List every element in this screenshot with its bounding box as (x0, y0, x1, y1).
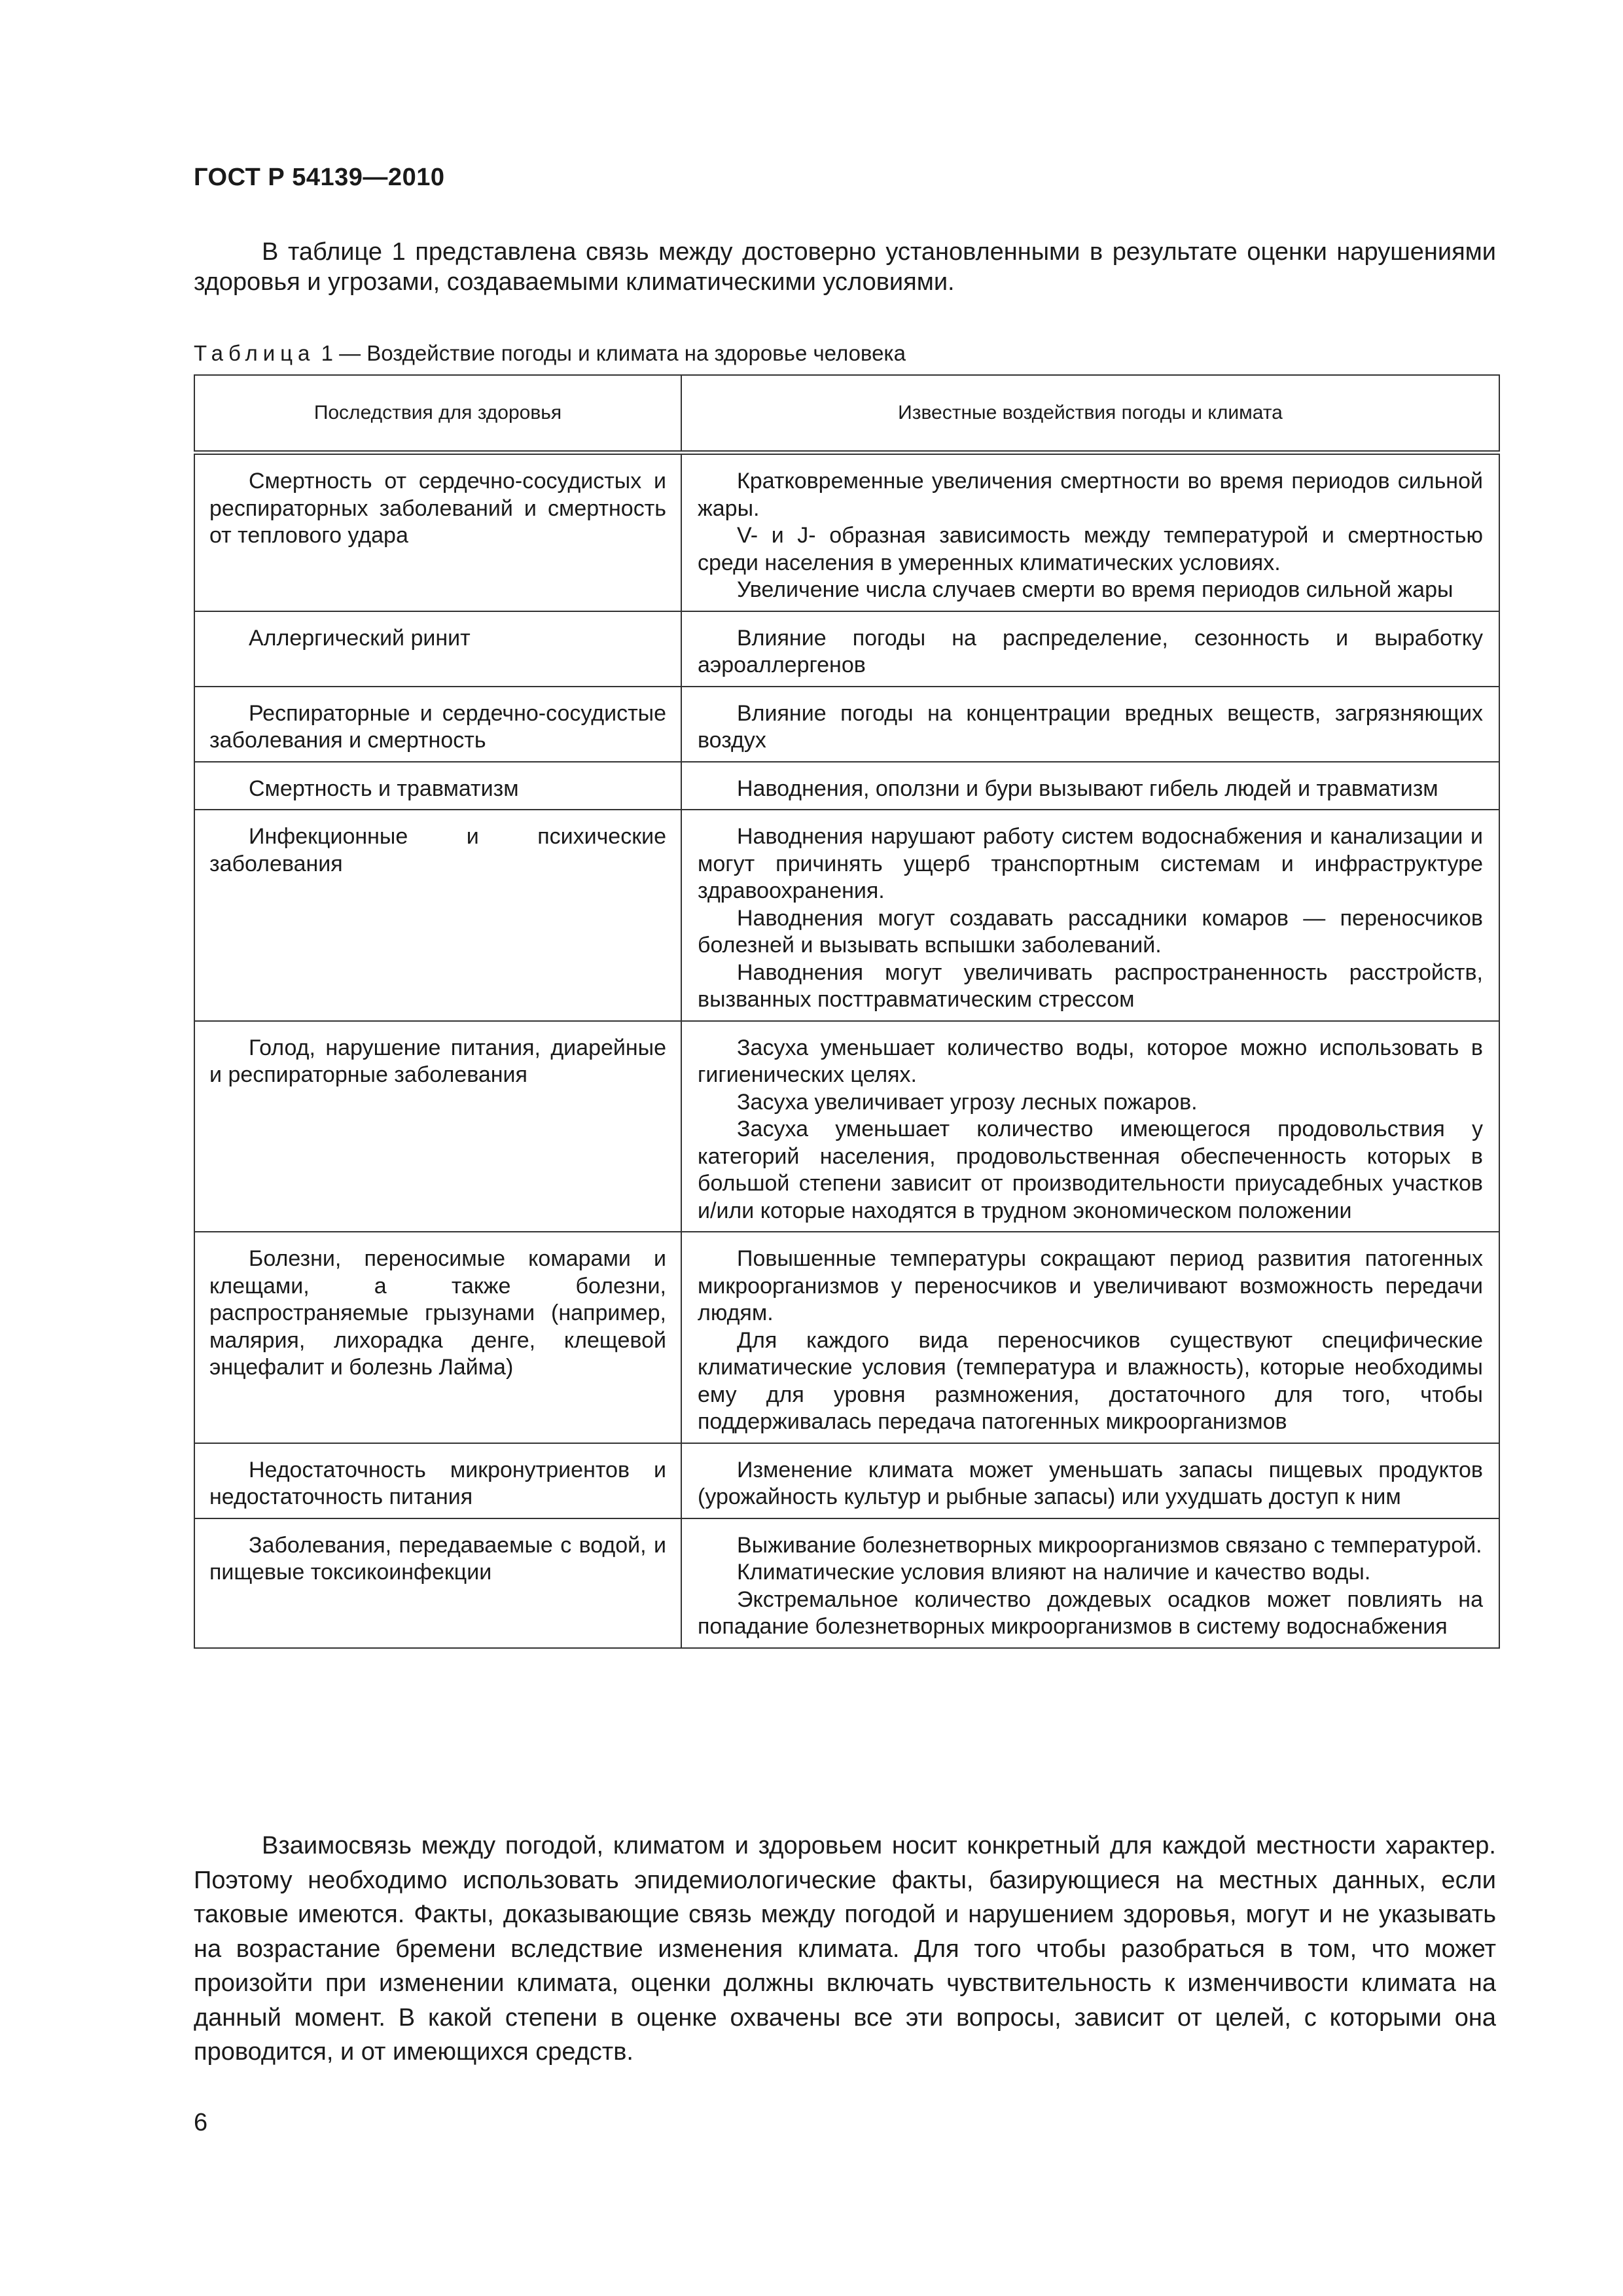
health-effect-cell (194, 1518, 681, 1648)
climate-impact-cell (681, 810, 1499, 1021)
health-effect-cell (194, 453, 681, 611)
climate-impact-cell (681, 1518, 1499, 1648)
health-effect-text: Недостаточность микронутриентов и недостаточность питания (209, 1457, 666, 1509)
intro-paragraph (194, 237, 1496, 297)
table-row (194, 611, 1499, 687)
climate-impact-text: Засуха увеличивает угрозу лесных пожаров. (737, 1089, 1198, 1115)
climate-impact-cell (681, 1232, 1499, 1443)
health-effect-cell (194, 1021, 681, 1232)
table-row (194, 687, 1499, 762)
column-header-impacts: Известные воздействия погоды и климата (681, 375, 1499, 453)
table-caption-label: Таблица (194, 341, 315, 365)
climate-impact-cell (681, 1443, 1499, 1518)
climate-impact-text: Климатические условия влияют на наличие и качество воды. (737, 1560, 1371, 1585)
health-effect-text: Смертность и травматизм (249, 776, 519, 801)
climate-impact-text: Экстремальное количество дождевых осадков может повлиять на попадание болезнетворных микроорганизмов в систему водоснабжения (698, 1587, 1483, 1639)
climate-impact-text: V- и J- образная зависимость между температурой и смертностью среди населения в умеренных климатических условиях. (698, 523, 1483, 575)
table-row (194, 762, 1499, 810)
health-effect-text: Смертность от сердечно-сосудистых и респираторных заболеваний и смертность от теплового удара (209, 469, 666, 548)
health-effect-cell (194, 810, 681, 1021)
table-row (194, 1232, 1499, 1443)
climate-impact-text: Наводнения могут увеличивать распространенность расстройств, вызванных посттравматическим стрессом (698, 960, 1483, 1012)
health-effect-cell (194, 762, 681, 810)
health-effect-cell (194, 611, 681, 687)
climate-impact-text: Наводнения могут создавать рассадники комаров — переносчиков болезней и вызывать вспышки заболеваний. (698, 905, 1483, 958)
climate-impact-text: Для каждого вида переносчиков существуют специфические климатические условия (температура и влажность), которые необходимы ему для уровня размножения, достаточного для того, чтобы поддерживалась передача патогенных микроорганизмов (698, 1327, 1483, 1434)
climate-impact-text: Наводнения, оползни и бури вызывают гибель людей и травматизм (737, 776, 1438, 801)
health-effect-text: Респираторные и сердечно-сосудистые заболевания и смертность (209, 700, 666, 753)
climate-impact-text: Кратковременные увеличения смертности во время периодов сильной жары. (698, 469, 1483, 521)
health-effect-text: Инфекционные и психические заболевания (209, 824, 666, 876)
climate-impact-text: Засуха уменьшает количество воды, которое можно использовать в гигиенических целях. (698, 1035, 1483, 1087)
climate-impact-text: Увеличение числа случаев смерти во время периодов сильной жары (737, 577, 1454, 602)
table-row (194, 1443, 1499, 1518)
climate-impact-text: Изменение климата может уменьшать запасы пищевых продуктов (урожайность культур и рыбные запасы) или ухудшать доступ к ним (698, 1457, 1483, 1509)
climate-impact-cell (681, 687, 1499, 762)
health-effect-text: Заболевания, передаваемые с водой, и пищевые токсикоинфекции (209, 1532, 666, 1585)
health-effect-cell (194, 1443, 681, 1518)
health-effect-cell (194, 687, 681, 762)
climate-impact-text: Повышенные температуры сокращают период развития патогенных микроорганизмов у переносчиков и увеличивают возможность передачи людям. (698, 1246, 1483, 1325)
intro-text: В таблице 1 представлена связь между достоверно установленными в результате оценки нарушениями здоровья и угрозами, создаваемыми климатическими условиями. (194, 238, 1496, 296)
table-row (194, 1021, 1499, 1232)
climate-impact-text: Влияние погоды на распределение, сезонность и выработку аэроаллергенов (698, 625, 1483, 677)
table-row (194, 810, 1499, 1021)
climate-impact-cell (681, 453, 1499, 611)
health-effect-text: Болезни, переносимые комарами и клещами, а также болезни, распространяемые грызунами (например, малярия, лихорадка денге, клещевой энцефалит и болезнь Лайма) (209, 1246, 666, 1380)
table-caption-text: 1 — Воздействие погоды и климата на здоровье человека (321, 341, 906, 365)
table-header-row (194, 375, 1499, 453)
page-number: 6 (194, 2109, 208, 2136)
health-effect-text: Голод, нарушение питания, диарейные и респираторные заболевания (209, 1035, 666, 1087)
climate-impact-cell (681, 762, 1499, 810)
climate-impact-text: Выживание болезнетворных микроорганизмов связано с температурой. (737, 1532, 1482, 1558)
document-header: ГОСТ Р 54139—2010 (194, 164, 445, 191)
health-effect-text: Аллергический ринит (249, 625, 471, 651)
health-impact-table (194, 374, 1500, 1649)
column-header-effects: Последствия для здоровья (194, 375, 681, 453)
climate-impact-cell (681, 1021, 1499, 1232)
conclusion-text: Взаимосвязь между погодой, климатом и здоровьем носит конкретный для каждой местности характер. Поэтому необходимо использовать эпидемиологические факты, базирующиеся на местных данных, если таковые имеются. Факты, доказывающие связь между погодой и нарушением здоровья, могут и не указывать на возрастание бремени вследствие изменения климата. Для того чтобы разобраться в том, что может произойти при изменении климата, оценки должны включать чувствительность к изменчивости климата на данный момент. В какой степени в оценке охвачены все эти вопросы, зависит от целей, с которыми она проводится, и от имеющихся средств. (194, 1832, 1496, 2066)
climate-impact-text: Наводнения нарушают работу систем водоснабжения и канализации и могут причинять ущерб транспортным системам и инфраструктуре здравоохранения. (698, 824, 1483, 903)
climate-impact-text: Влияние погоды на концентрации вредных веществ, загрязняющих воздух (698, 700, 1483, 753)
health-effect-cell (194, 1232, 681, 1443)
table-row (194, 453, 1499, 611)
conclusion-paragraph (194, 1829, 1496, 2070)
climate-impact-text: Засуха уменьшает количество имеющегося продовольствия у категорий населения, продовольственная обеспеченность которых в большой степени зависит от производительности приусадебных участков и/или которые находятся в трудном экономическом положении (698, 1117, 1483, 1223)
table-caption (194, 341, 906, 366)
table-row (194, 1518, 1499, 1648)
climate-impact-cell (681, 611, 1499, 687)
